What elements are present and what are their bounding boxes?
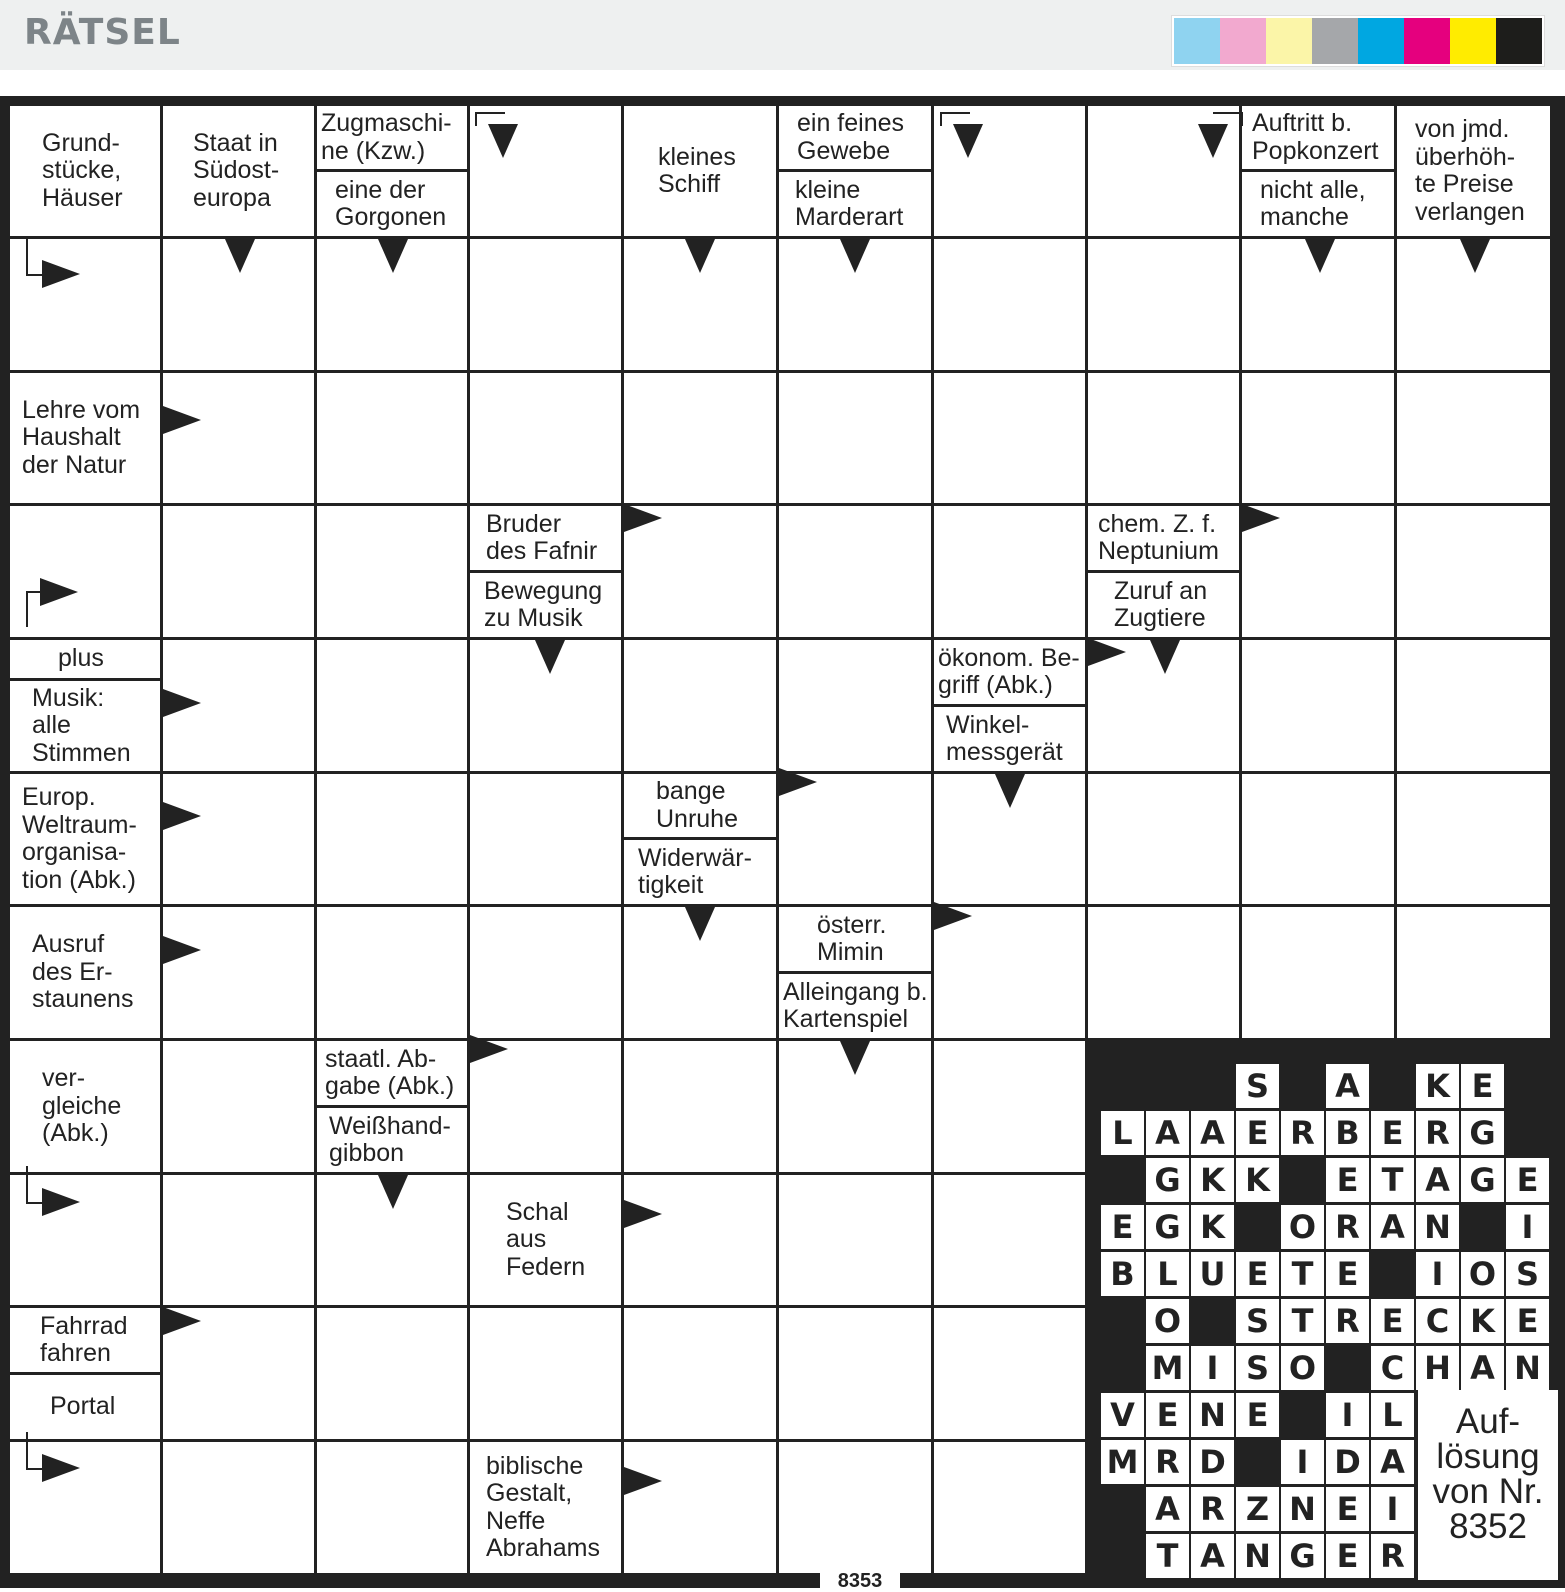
solution-letter: A [1461,1346,1504,1390]
clue-cell [779,907,931,971]
clue-cell [10,373,160,503]
grid-cell[interactable] [163,1175,314,1305]
clue-text: Alleingang b. Kartenspiel [783,977,928,1033]
solution-letter: S [1236,1299,1279,1343]
clue-arrow-icon [470,1035,508,1063]
grid-cell[interactable] [1088,239,1239,370]
clue-arrow-icon [225,239,255,273]
solution-letter: I [1506,1205,1549,1249]
solution-letter: A [1326,1064,1369,1108]
solution-letter: N [1281,1487,1324,1531]
clue-text: Fahrrad fahren [40,1311,128,1367]
grid-cell[interactable] [1397,373,1550,503]
clue-cell [470,573,621,637]
grid-cell[interactable] [163,907,314,1038]
clue-arrow-icon [953,124,983,158]
clue-text: Bewegung zu Musik [484,576,603,632]
clue-cell [1242,106,1394,169]
clue-cell [934,640,1085,704]
solution-letter: H [1416,1346,1459,1390]
clue-arrow-icon [779,768,817,796]
color-swatch [1450,18,1496,64]
solution-letter: Z [1236,1487,1279,1531]
puzzle-number: 8353 [820,1570,900,1592]
grid-cell[interactable] [317,774,467,904]
solution-letter: E [1101,1205,1144,1249]
clue-arrow-icon [685,239,715,273]
solution-letter: K [1191,1205,1234,1249]
color-swatch [1496,18,1542,64]
solution-letter: N [1191,1393,1234,1437]
solution-letter: I [1281,1440,1324,1484]
grid-cell[interactable] [317,506,467,637]
solution-letter: D [1326,1440,1369,1484]
clue-text: Ausruf des Er- staunens [32,930,134,1014]
grid-cell[interactable] [779,373,931,503]
grid-cell[interactable] [1242,640,1394,771]
clue-cell [624,840,776,904]
clue-text: Bruder des Fafnir [486,509,598,565]
solution-letter: O [1461,1252,1504,1296]
solution-letter: O [1281,1205,1324,1249]
grid-cell[interactable] [1397,774,1550,904]
solution-letter: B [1326,1111,1369,1155]
grid-cell[interactable] [470,907,621,1038]
clue-cell [10,907,160,1038]
clue-arrow-icon [535,640,565,674]
clue-arrow-icon [624,1467,662,1495]
color-swatch [1174,18,1220,64]
clue-arrow-icon [624,504,662,532]
solution-letter: O [1281,1346,1324,1390]
grid-cell[interactable] [779,1175,931,1305]
clue-cell [10,681,160,771]
clue-text: staatl. Ab- gabe (Abk.) [325,1044,455,1100]
grid-cell[interactable] [934,1175,1085,1305]
solution-letter: A [1191,1111,1234,1155]
grid-cell[interactable] [1242,774,1394,904]
solution-letter: A [1371,1440,1414,1484]
solution-letter: K [1191,1158,1234,1202]
clue-text: ver- gleiche (Abk.) [42,1064,122,1148]
clue-cell [10,106,160,236]
solution-letter: E [1236,1111,1279,1155]
clue-arrow-icon [1242,504,1280,532]
clue-text: Winkel- messgerät [946,710,1063,766]
clue-text: kleines Schiff [658,142,736,198]
solution-letter: N [1236,1534,1279,1578]
clue-arrow-icon [840,1041,870,1075]
solution-letter: I [1371,1487,1414,1531]
solution-letter: L [1101,1111,1144,1155]
grid-cell[interactable] [1242,907,1394,1038]
clue-text: Schal aus Federn [506,1197,586,1281]
solution-letter: G [1146,1158,1189,1202]
clue-arrow-icon [163,936,201,964]
clue-cell [163,106,314,236]
grid-cell[interactable] [934,1442,1085,1573]
solution-letter: E [1371,1299,1414,1343]
clue-arrow-icon [934,902,972,930]
grid-cell[interactable] [624,1308,776,1439]
clue-cell [934,707,1085,771]
grid-cell[interactable] [934,1308,1085,1439]
solution-letter: E [1371,1111,1414,1155]
color-swatch [1404,18,1450,64]
clue-arrow-icon [1198,124,1228,158]
solution-letter: N [1506,1346,1549,1390]
solution-letter: E [1461,1064,1504,1108]
solution-letter: E [1326,1487,1369,1531]
solution-letter: M [1101,1440,1144,1484]
clue-text: biblische Gestalt, Neffe Abrahams [486,1451,600,1562]
clue-arrow-icon [1088,638,1126,666]
solution-letter: A [1371,1205,1414,1249]
clue-cell [470,1442,621,1573]
solution-letter: I [1326,1393,1369,1437]
solution-letter: I [1416,1252,1459,1296]
clue-cell [1242,172,1394,236]
solution-letter: A [1146,1487,1189,1531]
solution-letter: G [1461,1111,1504,1155]
clue-text: Lehre vom Haushalt der Natur [22,395,141,479]
clue-arrow-icon [840,239,870,273]
clue-cell [10,1308,160,1372]
clue-text: eine der Gorgonen [335,175,447,231]
grid-cell[interactable] [470,1308,621,1439]
color-swatch [1312,18,1358,64]
clue-arrow-icon [42,1188,80,1216]
clue-cell [317,172,467,236]
solution-letter: O [1146,1299,1189,1343]
grid-cell[interactable] [317,1308,467,1439]
clue-cell [1088,506,1239,570]
clue-arrow-icon [624,1200,662,1228]
clue-text: nicht alle, manche [1260,175,1366,231]
solution-letter: A [1146,1111,1189,1155]
page-header [0,0,1565,70]
page-title: RÄTSEL [24,12,181,53]
solution-letter: S [1236,1346,1279,1390]
clue-arrow-icon [378,1175,408,1209]
solution-letter: R [1416,1111,1459,1155]
grid-cell[interactable] [1088,774,1239,904]
clue-arrow-icon [685,907,715,941]
solution-letter: R [1326,1299,1369,1343]
clue-arrow-icon [163,802,201,830]
solution-letter: B [1101,1252,1144,1296]
clue-text: plus [58,644,104,673]
solution-letter: E [1146,1393,1189,1437]
clue-text: österr. Mimin [817,910,887,966]
clue-cell [10,1375,160,1439]
clue-text: Portal [50,1392,116,1421]
solution-letter: R [1146,1440,1189,1484]
solution-letter: T [1281,1252,1324,1296]
clue-arrow-icon [42,260,80,288]
solution-letter: R [1191,1487,1234,1531]
clue-cell [470,1175,621,1305]
solution-letter: M [1146,1346,1189,1390]
solution-letter: E [1236,1393,1279,1437]
solution-letter: T [1146,1534,1189,1578]
grid-cell[interactable] [317,1442,467,1573]
clue-text: ein feines Gewebe [797,109,905,165]
solution-letter: G [1146,1205,1189,1249]
clue-cell [1397,106,1550,236]
grid-cell[interactable] [779,1442,931,1573]
grid-cell[interactable] [934,373,1085,503]
grid-cell[interactable] [779,506,931,637]
solution-letter: L [1371,1393,1414,1437]
solution-letter: V [1101,1393,1144,1437]
solution-letter: G [1281,1534,1324,1578]
solution-letter: K [1236,1158,1279,1202]
solution-letter: C [1416,1299,1459,1343]
clue-text: kleine Marderart [795,175,904,231]
clue-cell [1088,573,1239,637]
clue-cell [10,1041,160,1172]
grid-cell[interactable] [317,907,467,1038]
clue-arrow-icon [163,689,201,717]
grid-cell[interactable] [1088,907,1239,1038]
clue-cell [470,506,621,570]
solution-letter: U [1191,1252,1234,1296]
solution-letter: R [1326,1205,1369,1249]
grid-cell[interactable] [624,1442,776,1573]
clue-text: chem. Z. f. Neptunium [1098,509,1219,565]
solution-letter: C [1371,1346,1414,1390]
solution-letter: E [1326,1252,1369,1296]
solution-letter: L [1146,1252,1189,1296]
solution-note: Auf- lösung von Nr. 8352 [1418,1390,1558,1580]
clue-text: Europ. Weltraum- organisa- tion (Abk.) [22,783,137,894]
clue-cell [779,106,931,169]
solution-letter: K [1461,1299,1504,1343]
solution-letter: E [1326,1534,1369,1578]
solution-letter: E [1236,1252,1279,1296]
clue-cell [779,172,931,236]
grid-cell[interactable] [1242,373,1394,503]
bent-arrow-icon [26,1432,42,1470]
solution-letter: R [1371,1534,1414,1578]
clue-text: Staat in Südost- europa [193,128,280,212]
grid-cell[interactable] [624,373,776,503]
solution-letter: R [1281,1111,1324,1155]
grid-cell[interactable] [779,1308,931,1439]
clue-cell [317,1041,467,1105]
solution-letter: E [1326,1158,1369,1202]
clue-text: Auftritt b. Popkonzert [1252,109,1379,165]
grid-cell[interactable] [163,373,314,503]
grid-cell[interactable] [934,506,1085,637]
clue-arrow-icon [42,1454,80,1482]
grid-cell[interactable] [470,373,621,503]
solution-letter: I [1191,1346,1234,1390]
clue-arrow-icon [163,1307,201,1335]
grid-cell[interactable] [470,774,621,904]
clue-text: Musik: alle Stimmen [32,683,131,767]
solution-letter: A [1416,1158,1459,1202]
clue-text: bange Unruhe [656,777,738,833]
grid-cell[interactable] [470,239,621,370]
clue-cell [317,1108,467,1172]
solution-letter: S [1236,1064,1279,1108]
color-calibration-bar [1172,16,1544,66]
solution-letter: D [1191,1440,1234,1484]
clue-text: Grund- stücke, Häuser [42,128,123,212]
color-swatch [1358,18,1404,64]
clue-text: Weißhand- gibbon [329,1111,451,1167]
grid-cell[interactable] [779,640,931,771]
grid-cell[interactable] [317,640,467,771]
grid-cell[interactable] [624,640,776,771]
clue-text: Zugmaschi- ne (Kzw.) [321,109,452,165]
clue-cell [10,774,160,904]
clue-cell [779,974,931,1038]
grid-cell[interactable] [163,774,314,904]
grid-cell[interactable] [934,1041,1085,1172]
clue-arrow-icon [378,239,408,273]
clue-arrow-icon [995,774,1025,808]
bent-arrow-icon [26,238,42,276]
solution-letter: K [1416,1064,1459,1108]
solution-letter: S [1506,1252,1549,1296]
solution-letter: T [1371,1158,1414,1202]
color-swatch [1220,18,1266,64]
clue-arrow-icon [163,406,201,434]
clue-cell [624,106,776,236]
clue-arrow-icon [1305,239,1335,273]
clue-arrow-icon [40,578,78,606]
grid-cell[interactable] [624,1175,776,1305]
grid-cell[interactable] [1397,506,1550,637]
clue-arrow-icon [1150,640,1180,674]
clue-arrow-icon [1460,239,1490,273]
grid-cell[interactable] [1397,640,1550,771]
solution-letter: N [1416,1205,1459,1249]
grid-cell[interactable] [1397,907,1550,1038]
color-swatch [1266,18,1312,64]
clue-cell [10,640,160,678]
clue-cell [624,774,776,837]
grid-cell[interactable] [934,239,1085,370]
grid-cell[interactable] [163,1442,314,1573]
clue-text: Widerwär- tigkeit [638,843,752,899]
bent-arrow-icon [26,1166,42,1204]
solution-letter: T [1281,1299,1324,1343]
clue-text: von jmd. überhöh- te Preise verlangen [1415,115,1525,226]
solution-letter: A [1191,1534,1234,1578]
clue-text: Zuruf an Zugtiere [1114,576,1208,632]
solution-letter: E [1506,1158,1549,1202]
solution-letter: G [1461,1158,1504,1202]
clue-cell [317,106,467,169]
grid-cell[interactable] [1088,373,1239,503]
grid-cell[interactable] [624,1041,776,1172]
clue-arrow-icon [488,124,518,158]
solution-letter: E [1506,1299,1549,1343]
grid-cell[interactable] [317,373,467,503]
clue-text: ökonom. Be- griff (Abk.) [938,643,1080,699]
grid-cell[interactable] [163,1041,314,1172]
grid-cell[interactable] [163,506,314,637]
